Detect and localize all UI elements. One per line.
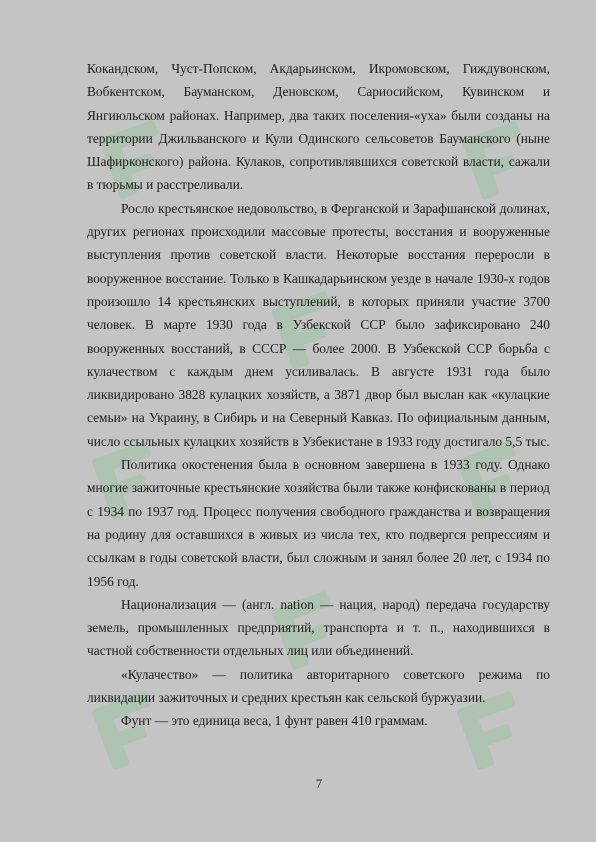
page-number: 7	[315, 777, 323, 791]
paragraph-4: Национализация — (англ. nation — нация, народ) передача государству земель, промышленных предприятий, транспорта и т. п., находившихся в частной собственности отдельных лиц или объединений.	[87, 596, 550, 659]
paragraph-3: Политика окостенения была в основном завершена в 1933 году. Однако многие зажиточные крестьянские хозяйства были также конфискованы в период с 1934 по 1937 год. Процесс получения свободного гражданства и возвращения на родину для оставшихся в живых из числа тех, кто подвергся репрессиям и ссылкам в годы советской власти, был сложным и занял более 20 лет, с 1934 по 1956 год.	[87, 457, 550, 589]
paragraph-5: «Кулачество» — политика авторитарного советского режима по ликвидации зажиточных и средних крестьян как сельской буржуазии.	[87, 666, 550, 706]
paragraph-1: Кокандском, Чуст-Попском, Акдарьинском, Икромовском, Гиждувонском, Вобкентском, Бауманском, Деновском, Сариосийском, Кувинском и Янгиюльском районах. Например, два таких поселения-«уха» были созданы на территории Джильванского и Кули Одинского сельсоветов Бауманского (ныне Шафирконского) района. Кулаков, сопротивлявшихся советской власти, сажали в тюрьмы и расстреливали.	[87, 61, 550, 193]
body-text	[87, 57, 550, 733]
paragraph-6: Фунт — это единица веса, 1 фунт равен 410 граммам.	[121, 713, 428, 729]
paragraph-2: Росло крестьянское недовольство, в Ферганской и Зарафшанской долинах, других регионах происходили массовые протесты, восстания и вооруженные выступления против советской власти. Некоторые восстания переросли в вооруженное восстание. Только в Кашкадарьинском уезде в начале 1930-х годов произошло 14 крестьянских выступлений, в которых приняли участие 3700 человек. В марте 1930 года в Узбекской ССР было зафиксировано 240 вооруженных восстаний, в СССР — более 2000. В Узбекской ССР борьба с кулачеством с каждым днем усиливалась. В августе 1931 года было ликвидировано 3828 кулацких хозяйств, а 3871 двор был выслан как «кулацкие семьи» на Украину, в Сибирь и на Северный Кавказ. По официальным данным, число ссыльных кулацких хозяйств в Узбекистане в 1933 году достигало 5,5 тыс.	[87, 200, 550, 449]
